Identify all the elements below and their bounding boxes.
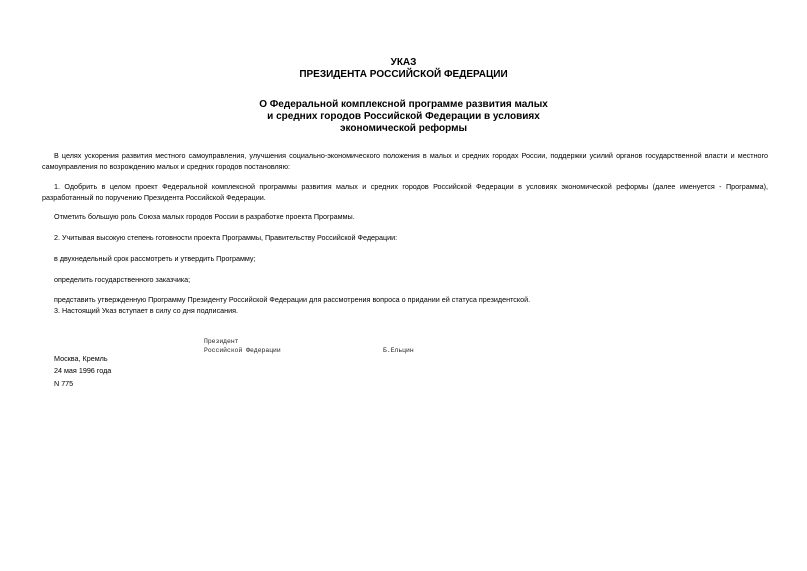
signing-place: Москва, Кремль — [54, 354, 108, 363]
item-2-paragraph: 2. Учитывая высокую степень готовности проекта Программы, Правительству Российской Федерации: — [54, 233, 398, 242]
decree-issuer: ПРЕЗИДЕНТА РОССИЙСКОЙ ФЕДЕРАЦИИ — [299, 69, 508, 80]
signature-title — [204, 337, 281, 355]
decree-header — [0, 57, 807, 81]
subject-line-1: О Федеральной комплексной программе развития малых — [259, 99, 548, 110]
item-1-paragraph: 1. Одобрить в целом проект Федеральной комплексной программы развития малых и средних городов Российской Федерации в условиях экономической реформы (далее именуется - Программа), разработанный по поручению Президента Российской Федерации. — [42, 182, 768, 202]
item-2b-paragraph: определить государственного заказчика; — [54, 275, 191, 284]
signature-title-line-2: Российской Федерации — [204, 347, 281, 354]
subject-line-3: экономической реформы — [339, 123, 468, 134]
signature-title-line-1: Президент — [204, 338, 239, 345]
preamble-paragraph: В целях ускорения развития местного самоуправления, улучшения социально-экономического положения в малых и средних городах России, поддержки усилий органов государственной власти и местного самоуправления по возрождению малых и средних городов постановляю: — [42, 151, 768, 171]
decree-number: N 775 — [54, 378, 74, 388]
item-2a-paragraph: в двухнедельный срок рассмотреть и утвердить Программу; — [54, 254, 256, 263]
decree-subject — [0, 99, 807, 135]
signing-date: 24 мая 1996 года — [54, 366, 112, 376]
signature-name: Б.Ельцин — [383, 347, 414, 354]
decree-type: УКАЗ — [390, 57, 417, 68]
item-2c-paragraph: представить утвержденную Программу Президенту Российской Федерации для рассмотрения вопроса о придании ей статуса президентской. — [54, 295, 531, 304]
decree-meta — [54, 353, 111, 390]
note-paragraph: Отметить большую роль Союза малых городов России в разработке проекта Программы. — [54, 212, 355, 221]
subject-line-2: и средних городов Российской Федерации в условиях — [267, 111, 540, 122]
item-3-paragraph: 3. Настоящий Указ вступает в силу со дня подписания. — [54, 306, 239, 315]
